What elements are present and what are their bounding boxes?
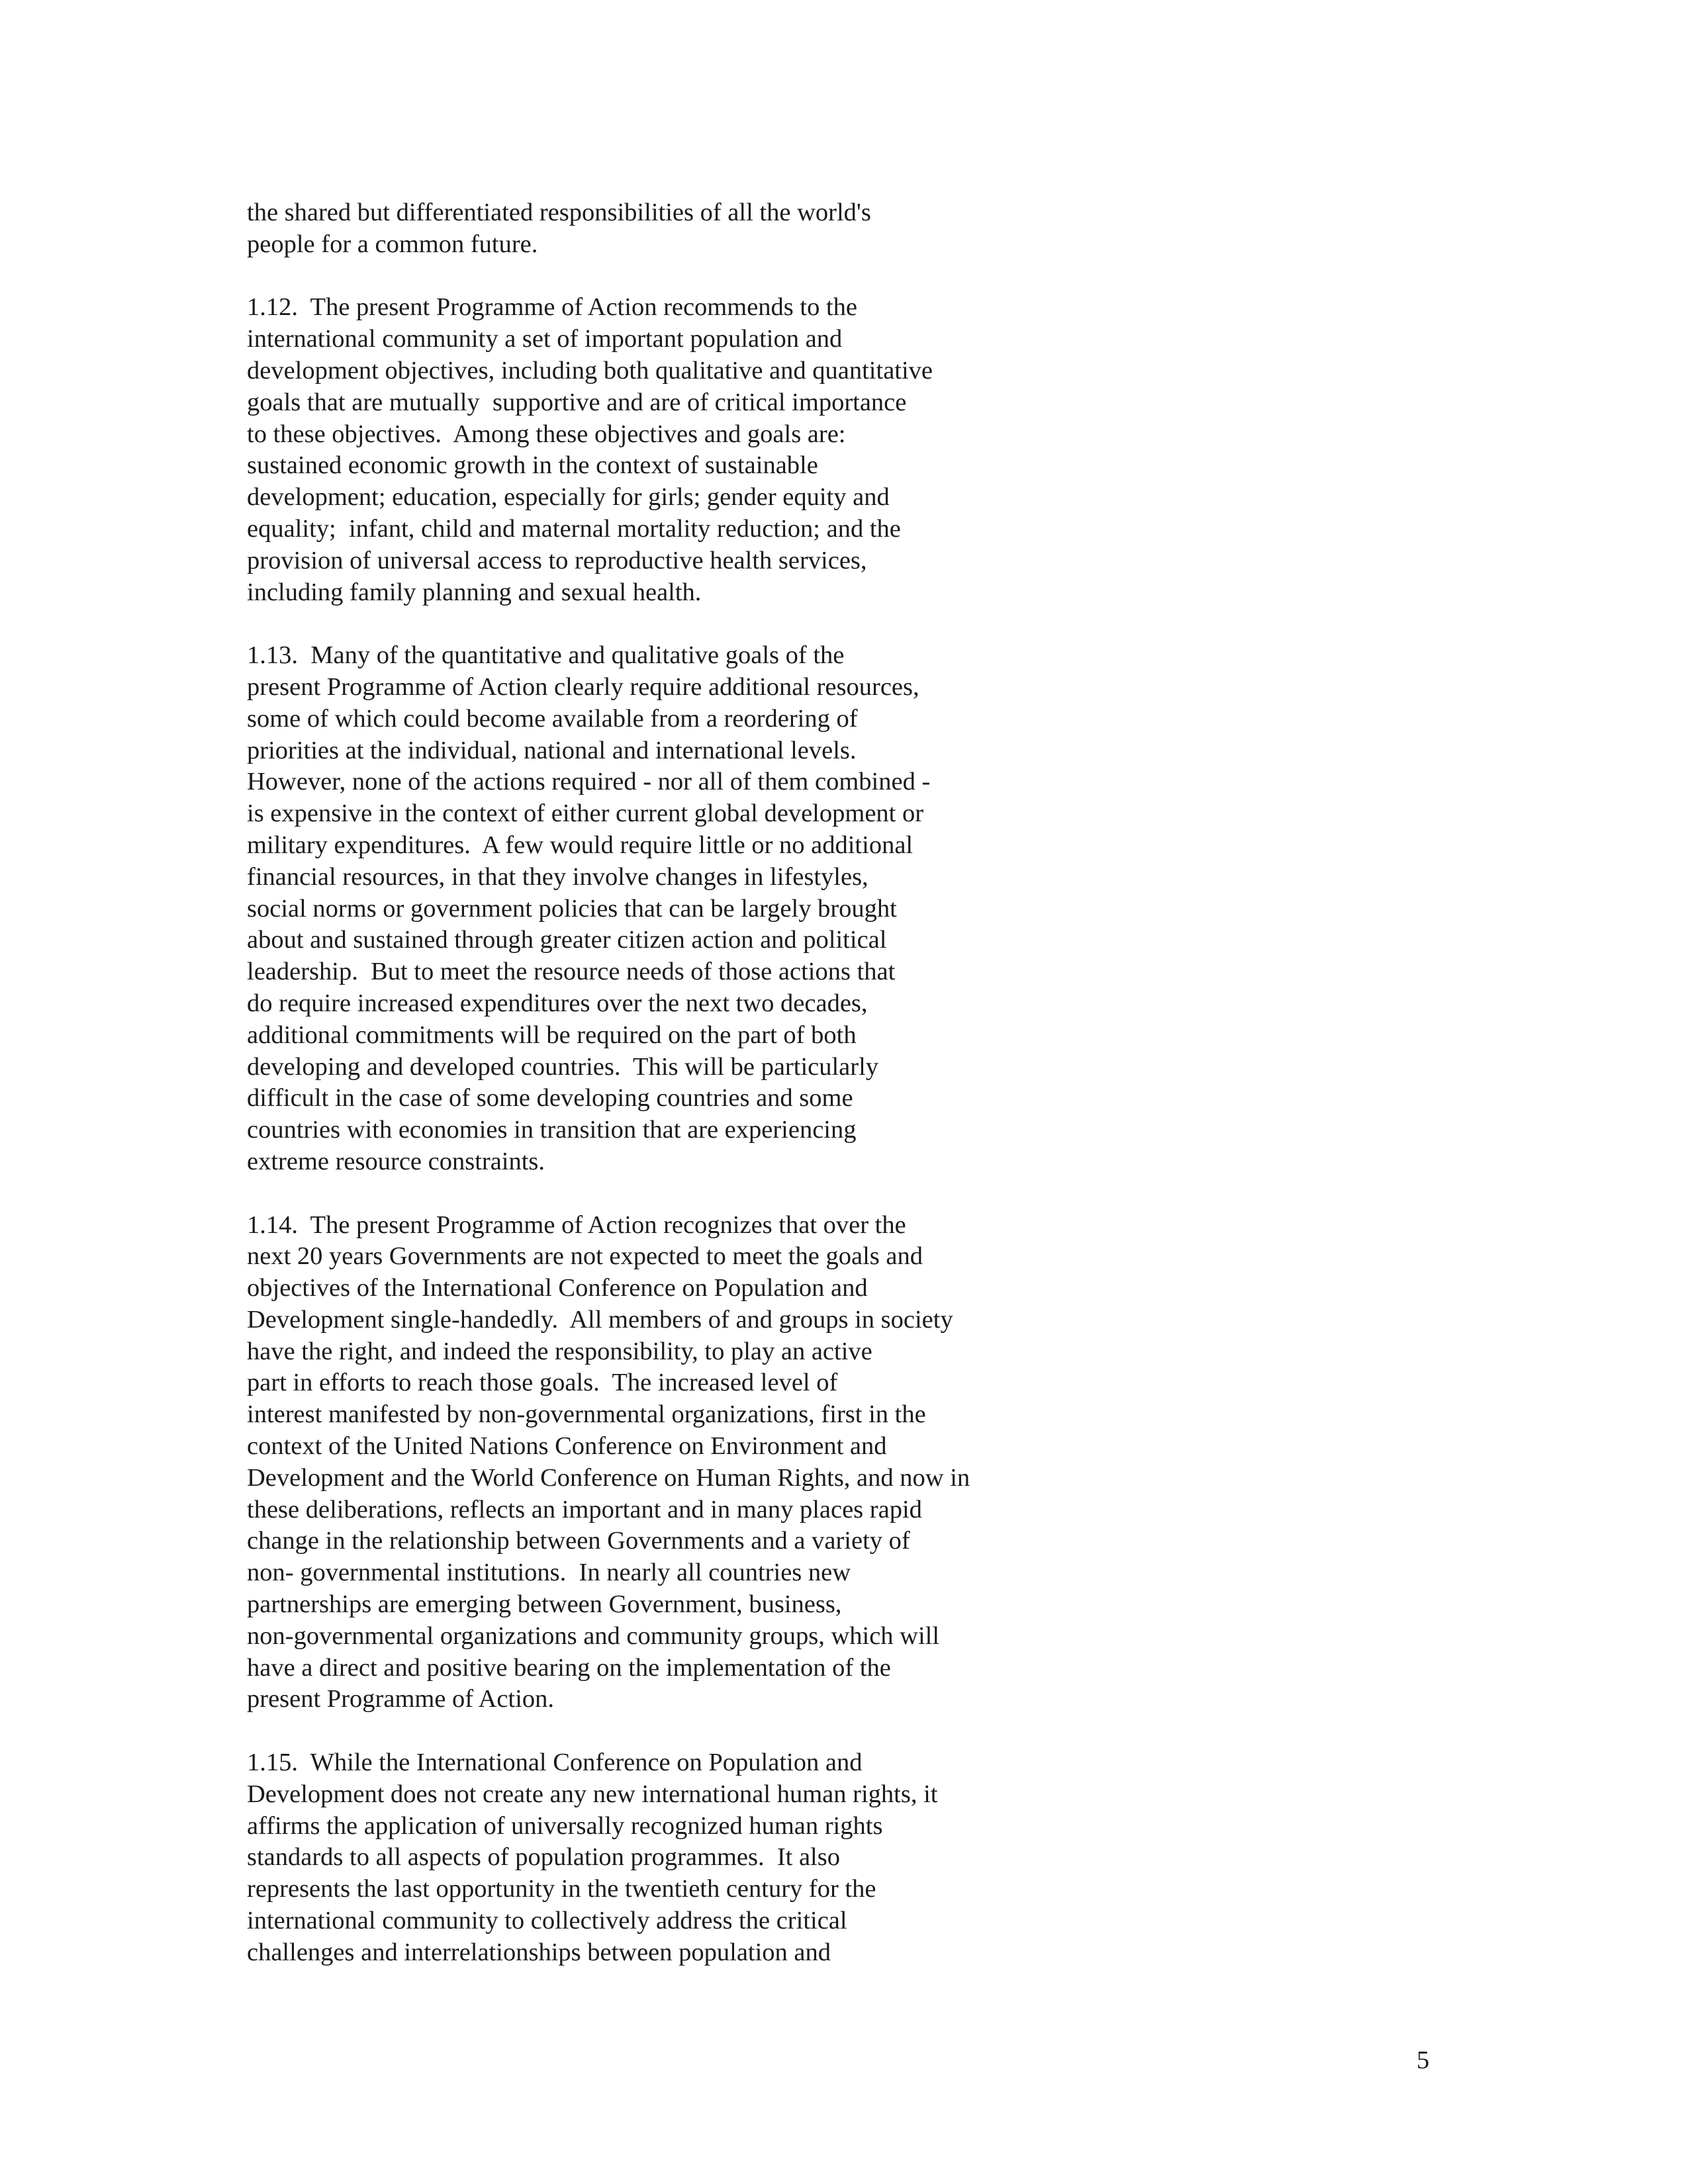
- text-line: have the right, and indeed the responsibility, to play an active: [247, 1337, 872, 1365]
- text-line: Development and the World Conference on Human Rights, and now in: [247, 1463, 970, 1492]
- text-line: social norms or government policies that can be largely brought: [247, 894, 897, 923]
- text-line: Development single-handedly. All members of and groups in society: [247, 1305, 953, 1334]
- text-line: military expenditures. A few would require little or no additional: [247, 831, 914, 859]
- text-line: international community to collectively address the critical: [247, 1907, 847, 1935]
- text-line: leadership. But to meet the resource needs of those actions that: [247, 958, 896, 986]
- text-line: development objectives, including both qualitative and quantitative: [247, 356, 933, 385]
- text-line: some of which could become available from a reordering of: [247, 704, 858, 733]
- text-line: financial resources, in that they involve changes in lifestyles,: [247, 862, 868, 891]
- text-line: affirms the application of universally recognized human rights: [247, 1811, 883, 1840]
- text-line: have a direct and positive bearing on the implementation of the: [247, 1653, 891, 1682]
- text-line: development; education, especially for girls; gender equity and: [247, 483, 890, 512]
- paragraph: [247, 640, 1107, 1178]
- text-line: Development does not create any new international human rights, it: [247, 1780, 938, 1808]
- text-line: interest manifested by non-governmental organizations, first in the: [247, 1400, 926, 1429]
- text-line: equality; infant, child and maternal mortality reduction; and the: [247, 514, 901, 543]
- text-line: international community a set of important population and: [247, 325, 843, 353]
- text-line: non-governmental organizations and community groups, which will: [247, 1621, 940, 1650]
- text-line: is expensive in the context of either current global development or: [247, 799, 924, 828]
- text-line: 1.14. The present Programme of Action recognizes that over the: [247, 1210, 906, 1239]
- text-line: extreme resource constraints.: [247, 1147, 545, 1175]
- text-line: 1.15. While the International Conference on Population and: [247, 1749, 863, 1777]
- text-line: including family planning and sexual health.: [247, 578, 702, 606]
- text-line: additional commitments will be required on the part of both: [247, 1021, 857, 1049]
- text-line: standards to all aspects of population programmes. It also: [247, 1843, 840, 1872]
- text-line: objectives of the International Conference on Population and: [247, 1274, 868, 1302]
- text-line: part in efforts to reach those goals. The increased level of: [247, 1369, 838, 1397]
- text-line: priorities at the individual, national and international levels.: [247, 736, 857, 764]
- text-line: partnerships are emerging between Government, business,: [247, 1590, 842, 1619]
- text-line: present Programme of Action.: [247, 1685, 555, 1713]
- text-line: do require increased expenditures over the next two decades,: [247, 989, 868, 1017]
- paragraph: [247, 197, 1107, 261]
- text-line: challenges and interrelationships between population and: [247, 1938, 831, 1966]
- text-line: these deliberations, reflects an important and in many places rapid: [247, 1495, 922, 1524]
- text-line: sustained economic growth in the context of sustainable: [247, 451, 818, 480]
- text-line: represents the last opportunity in the twentieth century for the: [247, 1875, 876, 1903]
- text-line: countries with economies in transition that are experiencing: [247, 1116, 857, 1144]
- text-line: difficult in the case of some developing countries and some: [247, 1084, 853, 1113]
- text-line: next 20 years Governments are not expected to meet the goals and: [247, 1242, 923, 1271]
- text-line: people for a common future.: [247, 230, 538, 258]
- text-line: However, none of the actions required - nor all of them combined -: [247, 768, 931, 796]
- text-line: about and sustained through greater citizen action and political: [247, 926, 887, 954]
- text-line: goals that are mutually supportive and are of critical importance: [247, 388, 907, 416]
- text-line: to these objectives. Among these objectives and goals are:: [247, 420, 846, 448]
- paragraph: [247, 1747, 1107, 1969]
- text-line: developing and developed countries. This will be particularly: [247, 1052, 879, 1081]
- paragraph: [247, 292, 1107, 608]
- text-line: non- governmental institutions. In nearly all countries new: [247, 1559, 851, 1587]
- paragraph: [247, 1210, 1107, 1716]
- body-text: [247, 197, 1107, 2000]
- page-number: 5: [1417, 2046, 1430, 2074]
- text-line: context of the United Nations Conference on Environment and: [247, 1432, 887, 1461]
- text-line: 1.12. The present Programme of Action recommends to the: [247, 293, 858, 322]
- text-line: 1.13. Many of the quantitative and qualitative goals of the: [247, 641, 845, 670]
- text-line: change in the relationship between Governments and a variety of: [247, 1527, 910, 1555]
- text-line: present Programme of Action clearly require additional resources,: [247, 672, 919, 701]
- text-line: the shared but differentiated responsibilities of all the world's: [247, 199, 871, 226]
- text-line: provision of universal access to reproductive health services,: [247, 546, 867, 574]
